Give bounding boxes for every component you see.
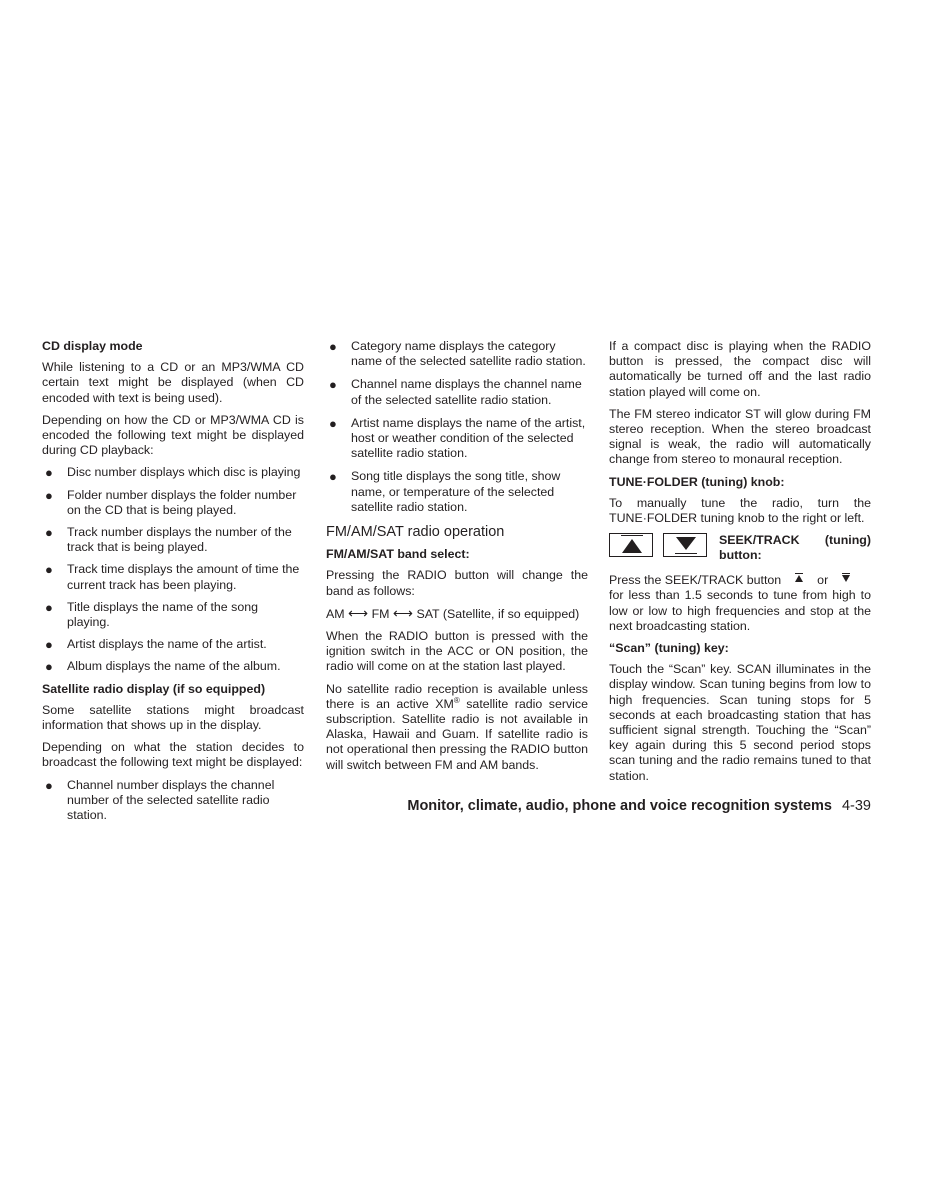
list-item: ● Title displays the name of the song playing. xyxy=(45,599,259,630)
bullet-icon: ● xyxy=(329,415,337,431)
scan-paragraph: Touch the “Scan” key. SCAN illuminates in the display window. Scan tuning begins from low to high frequencies. Scan tuning stops for 5 seconds at each broadcasting station that has sufficient signal strength. Touching the “Scan” key again during this 5 second period stops scan tuning and the radio remains tuned to that station. xyxy=(609,662,871,783)
cd-display-heading: CD display mode xyxy=(42,339,143,353)
list-item: ● Song title displays the song title, show name, or temperature of the selected satellite radio station. xyxy=(329,469,561,514)
seek-up-icon xyxy=(795,575,803,582)
seek-track-paragraph: Press the SEEK/TRACK button or for less than 1.5 seconds to tune from high to low or low to high frequencies and stop at the next broadcasting station. xyxy=(609,573,871,633)
satellite-display-heading: Satellite radio display (if so equipped) xyxy=(42,681,266,696)
seek-track-heading-row xyxy=(609,533,871,579)
chapter-title: Monitor, climate, audio, phone and voice recognition systems xyxy=(407,798,832,814)
section-title: FM/AM/SAT radio operation xyxy=(326,524,505,541)
band-sat: SAT (Satellite, if so equipped) xyxy=(416,606,580,621)
list-item: ● Track time displays the amount of time the current track has been playing. xyxy=(45,562,300,592)
list-item: ● Channel number displays the channel number of the selected satellite radio station. xyxy=(45,777,275,823)
band-select-heading: FM/AM/SAT band select: xyxy=(326,547,470,562)
list-item: ● Disc number displays which disc is playing xyxy=(45,465,301,481)
band-am: AM xyxy=(326,606,345,621)
seek-up-key-icon xyxy=(609,533,653,557)
page-number: 4-39 xyxy=(841,798,871,814)
satellite-text-list xyxy=(42,778,304,824)
seek-down-icon xyxy=(842,575,850,582)
seek-down-key-icon xyxy=(663,533,707,557)
list-item: ● Album displays the name of the album. xyxy=(45,659,281,675)
bullet-icon: ● xyxy=(45,659,53,675)
cd-paragraph-2: Depending on how the CD or MP3/WMA CD is encoded the following text might be displayed during CD playback: xyxy=(42,412,304,458)
stereo-indicator-paragraph: The FM stereo indicator ST will glow during FM stereo reception. When the stereo broadcast signal is weak, the radio will automatically change from stereo to monaural reception. xyxy=(609,406,871,467)
bullet-icon: ● xyxy=(45,525,53,541)
cd-paragraph-1: While listening to a CD or an MP3/WMA CD certain text might be displayed (when CD encoded with text is being used). xyxy=(42,360,304,405)
list-item: ● Folder number displays the folder number on the CD that is being played. xyxy=(45,487,297,517)
column-2 xyxy=(326,339,588,780)
satellite-paragraph-1: Some satellite stations might broadcast information that shows up in the display. xyxy=(42,702,304,733)
double-arrow-icon: ⟷ xyxy=(392,604,413,621)
bullet-icon: ● xyxy=(45,487,53,503)
bullet-icon: ● xyxy=(45,562,53,578)
tune-folder-heading: TUNE·FOLDER (tuning) knob: xyxy=(609,474,785,489)
list-item: ● Channel name displays the channel name of the selected satellite radio station. xyxy=(329,377,582,407)
registered-mark: ® xyxy=(453,695,460,705)
double-arrow-icon: ⟷ xyxy=(348,604,369,621)
bullet-icon: ● xyxy=(45,637,53,653)
list-item: ● Artist name displays the name of the artist, host or weather condition of the selected satellite radio station. xyxy=(329,415,586,461)
list-item: ● Track number displays the number of the track that is being played. xyxy=(45,525,292,555)
satellite-paragraph-2: Depending on what the station decides to broadcast the following text might be displayed: xyxy=(42,740,304,770)
scan-heading: “Scan” (tuning) key: xyxy=(609,641,729,656)
list-item: ● Category name displays the category name of the selected satellite radio station. xyxy=(329,339,586,369)
satellite-text-list-continued xyxy=(326,339,588,515)
tune-folder-paragraph: To manually tune the radio, turn the TUNE·FOLDER tuning knob to the right or left. xyxy=(609,495,871,526)
column-1 xyxy=(42,339,304,830)
seek-track-heading: SEEK/TRACK (tuning) button: xyxy=(719,533,871,563)
band-paragraph-2: When the RADIO button is pressed with the ignition switch in the ACC or ON position, the radio will come on at the station last played. xyxy=(326,629,588,674)
bullet-icon: ● xyxy=(329,339,337,354)
band-paragraph-1: Pressing the RADIO button will change the band as follows: xyxy=(326,568,588,598)
bullet-icon: ● xyxy=(45,465,53,481)
bullet-icon: ● xyxy=(45,777,53,793)
bullet-icon: ● xyxy=(45,599,53,615)
band-paragraph-3: No satellite radio reception is available unless there is an active XM® satellite radio service subscription. Satellite radio is not available in Alaska, Hawaii and Guam. If satellite radio is not operational then pressing the RADIO button will switch between FM and AM bands. xyxy=(326,681,588,772)
band-sequence xyxy=(326,606,588,622)
page-footer xyxy=(407,798,871,814)
band-fm: FM xyxy=(371,606,390,621)
compact-disc-paragraph: If a compact disc is playing when the RADIO button is pressed, the compact disc will automatically be turned off and the last radio station played will come on. xyxy=(609,339,871,399)
column-3 xyxy=(609,339,871,791)
list-item: ● Artist displays the name of the artist. xyxy=(45,637,267,653)
cd-text-list xyxy=(42,465,304,674)
bullet-icon: ● xyxy=(329,377,337,393)
bullet-icon: ● xyxy=(329,469,337,485)
